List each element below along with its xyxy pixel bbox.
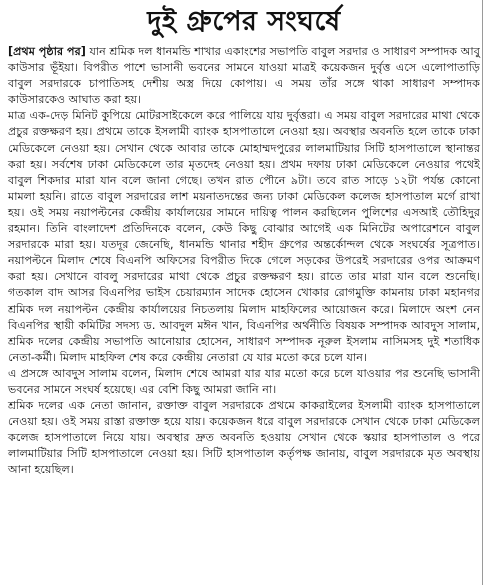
continuation-label: [প্রথম পৃষ্ঠার পর] — [8, 45, 86, 58]
article-headline: দুই গ্রুপের সংঘর্ষে — [147, 6, 341, 37]
article-body — [8, 44, 480, 479]
article-paragraph-2: মাত্র এক-দেড় মিনিট কুপিয়ে মোটরসাইকেলে করে পালিয়ে যায় দুর্বৃত্তরা। এ সময় বাবুল সরদারের মাথা থেকে প্রচুর রক্তক্ষরণ হয়। প্রথমে তাকে ইসলামী ব্যাংক হাসপাতালে নেওয়া হয়। অবস্থার অবনতি হলে তাকে ঢাকা মেডিকেলে নেওয়া হয়। সেখান থেকে আবার তাকে মোহাম্মদপুরের লালমাটিয়ার সিটি হাসপাতালে স্থানান্তর করা হয়। সর্বশেষ ঢাকা মেডিকেলে তার মৃতদেহ নেওয়া হয়। প্রথম দফায় ঢাকা মেডিকেলে নেওয়ার পথেই বাবুল শিকদার মারা যান বলে জানা গেছে। তখন রাত পৌনে ৯টা। তবে রাত সাড়ে ১২টা পর্যন্ত কোনো মামলা হয়নি। রাতে বাবুল সরদারের লাশ ময়নাতদন্তের জন্য ঢাকা মেডিকেল কলেজ হাসপাতাল মর্গে রাখা হয়। ওই সময় নয়াপল্টনের কেন্দ্রীয় কার্যালয়ের সামনে দায়িত্ব পালন করছিলেন পুলিশের এসআই তৌহিদুর রহমান। তিনি বাংলাদেশ প্রতিদিনকে বলেন, কেউ কিছু বোঝার আগেই এক মিনিটের অপারেশনে বাবুল সরদারকে মারা হয়। যতদূর জেনেছি, ধানমন্ডি থানার শহীদ গ্রুপের অন্তর্কোন্দল থেকে সংঘর্ষের সূত্রপাত। নয়াপল্টনে মিলাদ শেষে বিএনপি অফিসের বিপরীত দিকে গেলে সড়কের উপরেই সরদারের ওপর আক্রমণ করা হয়। সেখানে বাবলু সরদারের মাথা থেকে প্রচুর রক্তক্ষরণ হয়। রাতে তার মারা যান বলে শুনেছি। গতকাল বাদ আসর বিএনপির ভাইস চেয়ারম্যান সাদেক হোসেন খোকার রোগমুক্তি কামনায় ঢাকা মহানগর শ্রমিক দল নয়াপল্টন কেন্দ্রীয় কার্যালয়ের নিচতলায় মিলাদ মাহফিলের আয়োজন করে। মিলাদে অংশ নেন বিএনপির স্থায়ী কমিটির সদস্য ড. আবদুল মঈন খান, বিএনপির অর্থনীতি বিষয়ক সম্পাদক আবদুস সালাম, শ্রমিক দলের কেন্দ্রীয় সভাপতি আনোয়ার হোসেন, সাধারণ সম্পাদক নূরুল ইসলাম নাসিমসহ দুই শতাধিক নেতা-কর্মী। মিলাদ মাহফিল শেষ করে কেন্দ্রীয় নেতারা যে যার মতো করে চলে যান। — [8, 109, 480, 364]
paragraph-1-text: যান শ্রমিক দল ধানমন্ডি শাখার একাংশের সভাপতি বাবুল সরদার ও সাধারণ সম্পাদক আবু কাউসার ভূঁইয়া। বিপরীত পাশে ভাসানী ভবনের সামনে যাওয়া মাত্রই কয়েকজন দুর্বৃত্ত এসে এলোপাতাড়ি বাবুল সরদারকে চাপাতিসহ দেশীয় অস্ত্র দিয়ে কোপায়। এ সময় তাঁর সঙ্গে থাকা সাধারণ সম্পাদক কাউসারকেও আঘাত করা হয়। — [8, 45, 480, 107]
article-paragraph-1 — [8, 44, 480, 108]
article-paragraph-4: শ্রমিক দলের এক নেতা জানান, রক্তাক্ত বাবুল সরদারকে প্রথমে কাকরাইলের ইসলামী ব্যাংক হাসপাতালে নেওয়া হয়। ওই সময় রাস্তা রক্তাক্ত হয়ে যায়। কয়েকজন ধরে বাবুল সরদারকে সেখান থেকে ঢাকা মেডিকেল কলেজ হাসপাতালে নিয়ে যায়। অবস্থার দ্রুত অবনতি হওয়ায় সেখান থেকে স্কয়ার হাসপাতাল ও পরে লালমাটিয়ার সিটি হাসপাতালে নেওয়া হয়। সিটি হাসপাতাল কর্তৃপক্ষ জানায়, বাবুল সরদারকে মৃত অবস্থায় আনা হয়েছিল। — [8, 399, 480, 477]
article-paragraph-3: এ প্রসঙ্গে আবদুস সালাম বলেন, মিলাদ শেষে আমরা যার যার মতো করে চলে যাওয়ার পর শুনেছি ভাসানী ভবনের সামনে সংঘর্ষ হয়েছে। এর বেশি কিছু আমরা জানি না। — [8, 366, 480, 396]
column-edge-rule — [482, 0, 483, 585]
